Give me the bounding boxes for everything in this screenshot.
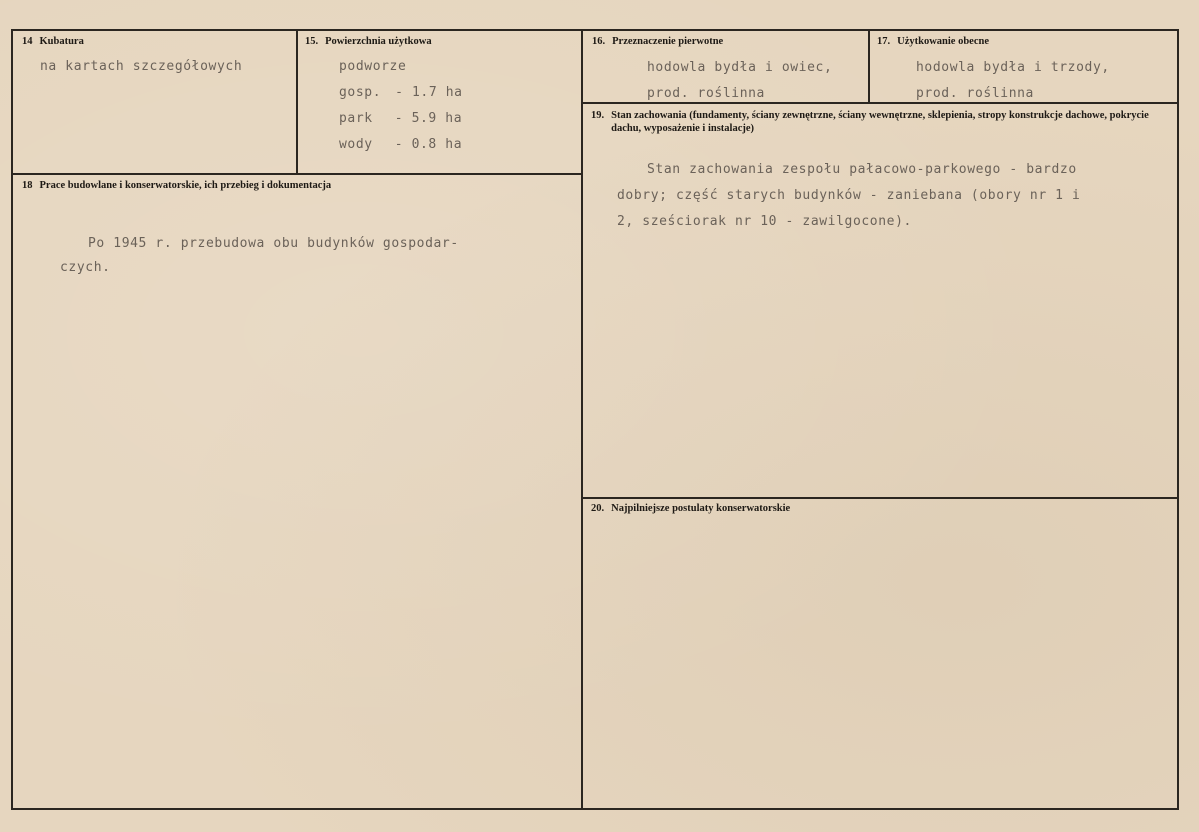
field-20-title: Najpilniejsze postulaty konserwatorskie	[611, 503, 791, 514]
field-15-values	[339, 54, 463, 158]
field-15-row: podworze	[339, 59, 407, 74]
field-20-label	[591, 502, 790, 515]
divider-16-17	[868, 30, 870, 102]
right-border-line	[1177, 29, 1179, 810]
field-17-title: Użytkowanie obecne	[897, 36, 989, 47]
field-19-value: Stan zachowania zespołu pałacowo-parkowego - bardzo dobry; część starych budynków - zaniebana (obory nr 1 i 2, sześciorak nr 10 - zawilgocone).	[617, 162, 1081, 229]
field-16-title: Przeznaczenie pierwotne	[612, 36, 724, 47]
field-15-row: park - 5.9 ha	[339, 111, 463, 126]
divider-left-row	[12, 173, 582, 175]
field-15-number: 15.	[305, 36, 319, 47]
left-border-line	[11, 29, 13, 810]
field-14-number: 14	[22, 36, 33, 47]
field-18-label	[22, 179, 331, 192]
field-15-title: Powierzchnia użytkowa	[325, 36, 432, 47]
top-border-line	[12, 29, 1178, 31]
field-14-title: Kubatura	[39, 36, 84, 47]
field-18-value: Po 1945 r. przebudowa obu budynków gospodar- czych.	[60, 236, 459, 275]
field-16-label	[592, 35, 723, 48]
field-16-number: 16.	[592, 36, 606, 47]
field-18-title: Prace budowlane i konserwatorskie, ich przebieg i dokumentacja	[39, 180, 332, 191]
center-divider	[581, 30, 583, 809]
field-15-row: gosp. - 1.7 ha	[339, 85, 463, 100]
field-17-label	[877, 35, 989, 48]
field-15-label	[305, 35, 432, 48]
field-17-number: 17.	[877, 36, 891, 47]
field-19-label	[591, 109, 1166, 135]
field-18-number: 18	[22, 180, 33, 191]
field-15-row: wody - 0.8 ha	[339, 137, 463, 152]
divider-14-15	[296, 30, 298, 173]
field-14-label	[22, 35, 84, 48]
divider-right-row2	[582, 497, 1178, 499]
field-16-value: hodowla bydła i owiec, prod. roślinna	[647, 60, 833, 101]
field-17-value: hodowla bydła i trzody, prod. roślinna	[916, 60, 1110, 101]
field-19-title: Stan zachowania (fundamenty, ściany zewnętrzne, ściany wewnętrzne, sklepienia, stropy konstrukcje dachowe, pokrycie dachu, wyposażenie i instalacje)	[611, 110, 1149, 134]
field-14-value: na kartach szczegółowych	[40, 59, 243, 74]
bottom-border-line	[12, 808, 1178, 810]
field-20-number: 20.	[591, 503, 605, 514]
field-19-number: 19.	[591, 110, 605, 121]
